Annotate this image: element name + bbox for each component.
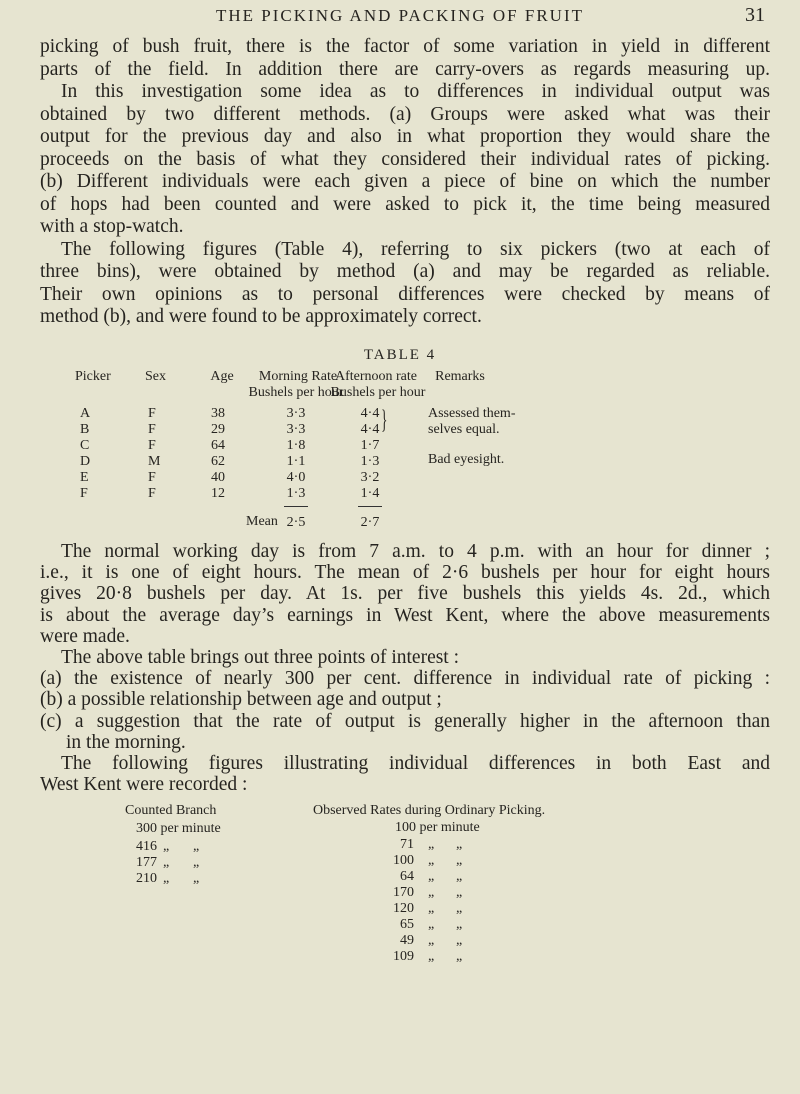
cell-age: 64 [211,438,225,453]
cell-picker: D [80,454,91,469]
cell-sex: F [148,438,156,453]
text-line: method (b), and were found to be approximately correct. [40,306,482,327]
text-line: obtained by two different methods. (a) Groups were asked what was their [40,103,770,125]
observed-value: 49 [400,933,414,948]
ditto-mark: „ [428,853,435,868]
ditto-mark: „ [428,869,435,884]
col-header-morning: Morning Rate [258,369,338,384]
cell-afternoon: 4·4 [360,406,380,421]
counted-value: 416 [136,839,157,854]
text-line: The following figures (Table 4), referring to six pickers (two at each of [61,238,770,260]
counted-heading: Counted Branch [125,803,217,818]
text-line: Their own opinions as to personal differences were checked by means of [40,283,770,305]
text-line: The following figures illustrating individual differences in both East and [61,753,770,774]
ditto-mark: „ [428,837,435,852]
col-header-remarks: Remarks [435,369,485,384]
observed-value: 100 [393,853,414,868]
text-line: in the morning. [66,731,186,753]
remark: selves equal. [428,422,500,437]
ditto-mark: „ [428,933,435,948]
counted-first: 300 per minute [136,821,221,836]
cell-morning: 4·0 [286,470,306,485]
cell-sex: F [148,470,156,485]
text-line: parts of the field. In addition there are carry-overs as regards measuring up. [40,58,770,80]
text-line: West Kent were recorded : [40,774,248,796]
col-header-afternoon-unit: Bushels per hour [330,385,426,400]
running-title: THE PICKING AND PACKING OF FRUIT [216,6,584,25]
text-line: The above table brings out three points of interest : [61,647,460,668]
cell-picker: F [80,486,88,501]
ditto-mark: „ [456,869,463,884]
cell-morning: 1·1 [286,454,306,469]
ditto-mark: „ [456,917,463,932]
observed-value: 109 [393,949,414,964]
counted-value: 210 [136,871,157,886]
text-line: with a stop-watch. [40,216,184,237]
text-line: i.e., it is one of eight hours. The mean of 2·6 bushels per hour for eight hours [40,562,770,584]
sum-rule [284,506,308,507]
cell-morning: 1·8 [286,438,306,453]
observed-first: 100 per minute [395,820,480,835]
ditto-mark: „ [456,949,463,964]
cell-morning: 3·3 [286,422,306,437]
text-line: picking of bush fruit, there is the factor of some variation in yield in different [40,36,770,57]
cell-afternoon: 1·7 [360,438,380,453]
observed-value: 170 [393,885,414,900]
cell-picker: B [80,422,90,437]
text-line: were made. [40,625,130,647]
ditto-mark: „ [428,949,435,964]
text-line: output for the previous day and also in what proportion they would share the [40,126,770,147]
sum-rule [358,506,382,507]
cell-picker: E [80,470,89,485]
cell-age: 62 [211,454,225,469]
cell-sex: F [148,486,156,501]
cell-sex: F [148,406,156,421]
ditto-mark: „ [456,933,463,948]
cell-age: 29 [211,422,225,437]
col-header-picker: Picker [75,369,111,384]
ditto-mark: „ [193,855,200,870]
ditto-mark: „ [163,871,170,886]
ditto-mark: „ [193,839,200,854]
text-line: proceeds on the basis of what they considered their individual rates of picking. [40,148,770,170]
text-line: gives 20·8 bushels per day. At 1s. per five bushels this yields 4s. 2d., which [40,583,770,605]
cell-age: 38 [211,406,225,421]
text-line: (b) a possible relationship between age and output ; [40,689,442,711]
table-title: TABLE 4 [363,347,437,363]
text-line: is about the average day’s earnings in West Kent, where the above measurements [40,604,770,626]
text-line: In this investigation some idea as to differences in individual output was [61,81,770,102]
cell-morning: 3·3 [286,406,306,421]
text-line: The normal working day is from 7 a.m. to 4 p.m. with an hour for dinner ; [61,541,770,562]
mean-label: Mean [246,514,278,529]
ditto-mark: „ [163,839,170,854]
ditto-mark: „ [193,871,200,886]
col-header-morning-unit: Bushels per hour [248,385,344,400]
ditto-mark: „ [456,901,463,916]
cell-picker: C [80,438,90,453]
ditto-mark: „ [456,837,463,852]
cell-afternoon: 4·4 [360,422,380,437]
ditto-mark: „ [428,901,435,916]
ditto-mark: „ [428,885,435,900]
cell-age: 12 [211,486,225,501]
text-line: (c) a suggestion that the rate of output is generally higher in the afternoon than [40,710,770,732]
cell-picker: A [80,406,91,421]
cell-afternoon: 1·4 [360,486,380,501]
cell-afternoon: 3·2 [360,470,380,485]
mean-afternoon: 2·7 [360,515,380,530]
remark: Assessed them- [428,406,516,421]
remark: Bad eyesight. [428,452,505,467]
ditto-mark: „ [456,885,463,900]
observed-value: 65 [400,917,414,932]
text-line: of hops had been counted and were asked to pick it, the time being measured [40,193,770,215]
mean-morning: 2·5 [286,515,306,530]
ditto-mark: „ [456,853,463,868]
observed-value: 71 [400,837,414,852]
observed-heading: Observed Rates during Ordinary Picking. [313,803,546,818]
col-header-age: Age [210,369,234,384]
counted-value: 177 [136,855,157,870]
ditto-mark: „ [163,855,170,870]
cell-afternoon: 1·3 [360,454,380,469]
observed-value: 64 [400,869,414,884]
text-line: (a) the existence of nearly 300 per cent. difference in individual rate of picking : [40,668,770,690]
cell-sex: F [148,422,156,437]
ditto-mark: „ [428,917,435,932]
col-header-sex: Sex [145,369,166,384]
observed-value: 120 [393,901,414,916]
text-line: (b) Different individuals were each given a piece of bine on which the number [40,171,770,192]
page-number: 31 [745,4,765,26]
brace-icon: } [381,405,388,434]
cell-morning: 1·3 [286,486,306,501]
col-header-afternoon: Afternoon rate [334,369,418,384]
cell-age: 40 [211,470,225,485]
cell-sex: M [148,454,161,469]
text-line: three bins), were obtained by method (a) and may be regarded as reliable. [40,261,770,282]
